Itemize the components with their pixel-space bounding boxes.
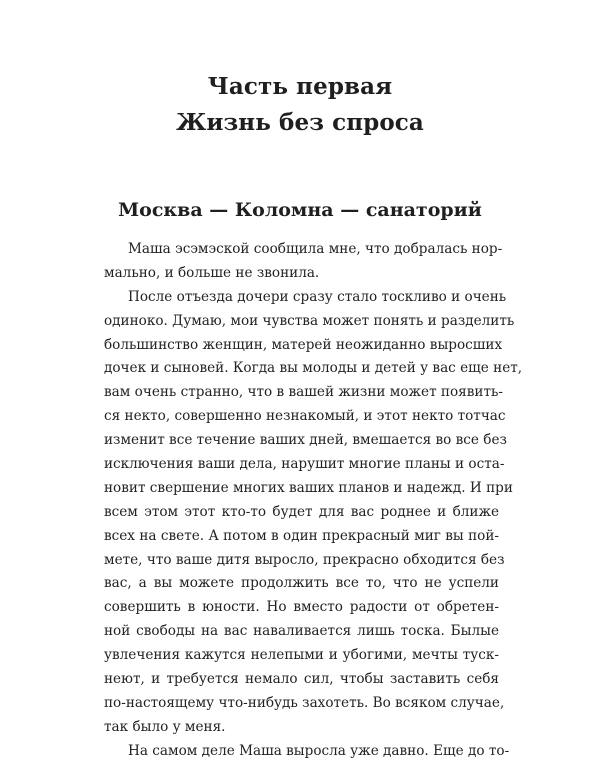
text-line: совершить в юности. Но вместо радости от обретен- xyxy=(104,599,499,616)
text-line: большинство женщин, матерей неожиданно выросших xyxy=(104,336,503,353)
part-name: Жизнь без спроса xyxy=(176,109,424,136)
text-line: по-настоящему что-нибудь захотеть. Во всяком случае, xyxy=(104,694,505,711)
text-line: всем этом этот кто-то будет для вас роднее и ближе xyxy=(104,503,499,520)
part-heading xyxy=(0,69,600,141)
text-line: На самом деле Маша выросла уже давно. Еще до то- xyxy=(128,742,510,759)
text-line: всех на свете. А потом в один прекрасный миг вы пой- xyxy=(104,527,499,544)
chapter-heading: Москва — Коломна — санаторий xyxy=(118,199,482,221)
text-line: одиноко. Думаю, мои чувства может понять и разделить xyxy=(104,312,515,329)
text-line: новит свершение многих ваших планов и надежд. И при xyxy=(104,479,513,496)
part-number: Часть первая xyxy=(207,73,393,100)
text-line: Маша эсэмэской сообщила мне, что добралась нор- xyxy=(128,241,503,257)
text-line: так было у меня. xyxy=(104,718,226,735)
text-line: увлечения кажутся нелепыми и убогими, мечты туск- xyxy=(104,647,499,664)
text-line: вас, а вы можете продолжить все то, что не успели xyxy=(104,575,499,592)
text-line: изменит все течение ваших дней, вмешается во все без xyxy=(104,432,507,449)
body-text xyxy=(104,238,523,764)
text-line: исключения ваши дела, нарушит многие планы и оста- xyxy=(104,456,505,473)
text-line: ся некто, совершенно незнакомый, и этот некто тотчас xyxy=(104,408,506,425)
text-line: вам очень странно, что в вашей жизни может появить- xyxy=(104,384,503,401)
text-line: ной свободы на вас наваливается лишь тоска. Былые xyxy=(104,623,499,640)
text-line: мете, что ваше дитя выросло, прекрасно обходится без xyxy=(104,551,505,568)
text-line: дочек и сыновей. Когда вы молоды и детей у вас еще нет, xyxy=(104,360,523,377)
text-line: мально, и больше не звонила. xyxy=(104,264,320,281)
text-line: После отъезда дочери сразу стало тоскливо и очень xyxy=(128,288,507,305)
text-line: неют, и требуется немало сил, чтобы заставить себя xyxy=(104,671,499,688)
